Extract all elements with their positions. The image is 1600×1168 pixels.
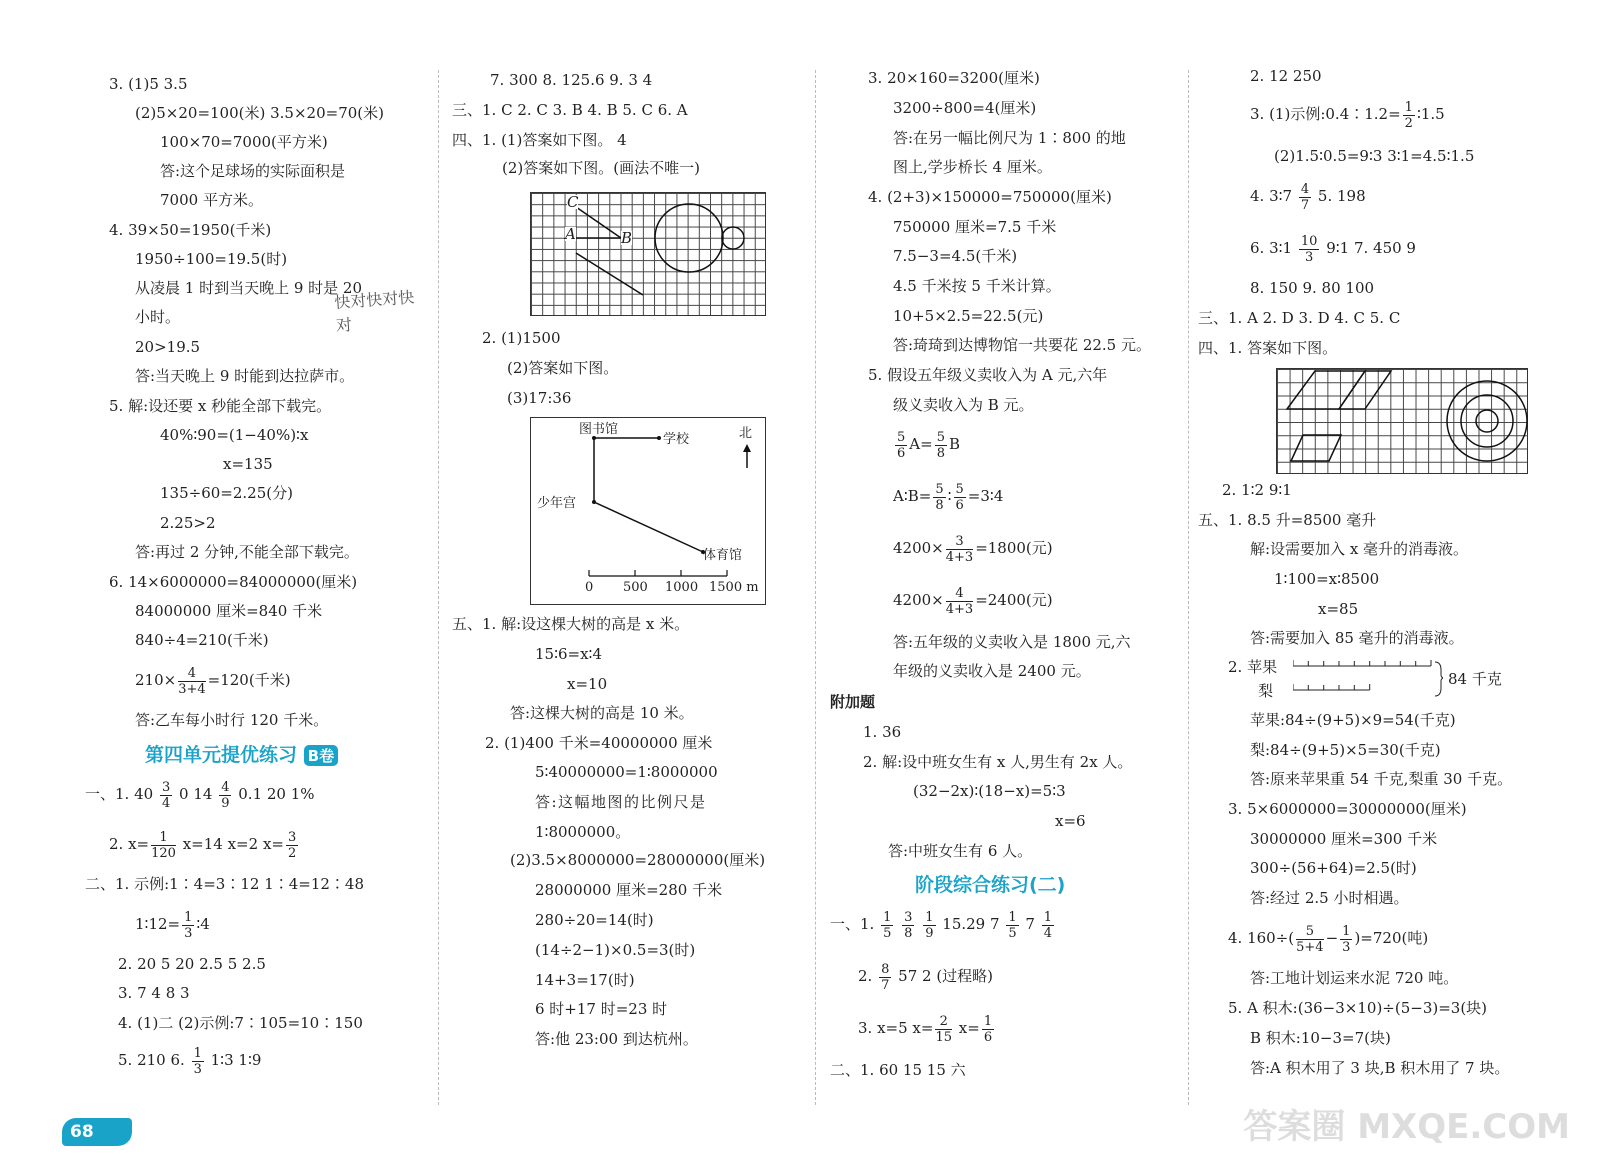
denominator: 9 xyxy=(925,925,934,941)
answer-line: (2)3.5×8000000=28000000(厘米) xyxy=(510,851,766,869)
answer-line: 14+3=17(时) xyxy=(535,971,635,989)
extra-question-heading: 附加题 xyxy=(830,693,876,711)
answer-line: 3. (1)5 3.5 xyxy=(109,75,188,93)
answer-line: (14÷2−1)×0.5=3(时) xyxy=(535,941,696,959)
denominator: 2 xyxy=(287,845,297,861)
numerator: 5 xyxy=(897,429,906,445)
text: 0 14 xyxy=(179,785,213,803)
answer-line xyxy=(1250,176,1366,216)
numerator: 1 xyxy=(925,909,934,925)
scale-tick-label: 1000 xyxy=(665,580,699,595)
answer-line: 7.5−3=4.5(千米) xyxy=(893,247,1018,265)
denominator: 3 xyxy=(1304,249,1314,265)
answer-line: 从凌晨 1 时到当天晚上 9 时是 20 xyxy=(135,279,363,297)
answer-line: 1. 36 xyxy=(863,723,902,741)
answer-line: 40%∶90=(1−40%)∶x xyxy=(160,426,309,444)
numerator: 1 xyxy=(1404,99,1413,115)
text: B xyxy=(948,435,960,453)
numerator: 1 xyxy=(1342,923,1351,939)
denominator: 6 xyxy=(983,1029,993,1045)
denominator: 8 xyxy=(904,925,913,941)
fraction xyxy=(946,586,973,617)
fraction xyxy=(1340,924,1352,955)
answer-line: 答:原来苹果重 54 千克,梨重 30 千克。 xyxy=(1250,770,1513,788)
text: ∶ xyxy=(947,487,952,505)
answer-line: 答:五年级的义卖收入是 1800 元,六 xyxy=(893,633,1131,651)
fraction xyxy=(933,482,945,513)
numerator: 5 xyxy=(935,481,944,497)
denominator: 6 xyxy=(955,497,964,513)
scale-tick-label: 1500 m xyxy=(709,580,759,595)
denominator: 15 xyxy=(935,1029,952,1045)
denominator: 5+4 xyxy=(1296,939,1324,955)
answer-line: 300÷(56+64)=2.5(时) xyxy=(1250,859,1417,877)
answer-line: 答:再过 2 分钟,不能全部下载完。 xyxy=(135,543,359,561)
answer-line: (2)答案如下图。(画法不唯一) xyxy=(502,159,700,177)
fraction xyxy=(902,910,914,941)
text: 2. xyxy=(858,967,873,985)
answer-line: 答:A 积木用了 3 块,B 积木用了 7 块。 xyxy=(1250,1059,1510,1077)
answer-line: (2)答案如下图。 xyxy=(507,359,619,377)
answer-line xyxy=(109,824,300,864)
numerator: 1 xyxy=(1043,909,1052,925)
answer-line: 2. 12 250 xyxy=(1250,67,1322,85)
text: 1∶3 1∶9 xyxy=(210,1051,262,1069)
denominator: 2 xyxy=(1404,115,1413,131)
denominator: 8 xyxy=(936,445,945,461)
answer-line: 答:工地计划运来水泥 720 吨。 xyxy=(1250,969,1459,987)
section-title: 阶段综合练习(二) xyxy=(915,874,1066,896)
answer-line: 4. (1)二 (2)示例:7∶105=10∶150 xyxy=(118,1014,363,1032)
answer-line xyxy=(830,904,1056,944)
answer-line: 30000000 厘米=300 千米 xyxy=(1250,830,1438,848)
numerator: 4 xyxy=(1300,181,1310,197)
text: 4. 3∶7 xyxy=(1250,187,1293,205)
answer-line: 苹果:84÷(9+5)×9=54(千克) xyxy=(1250,711,1456,729)
answer-line: B 积木:10−3=7(块) xyxy=(1250,1029,1391,1047)
numerator: 1 xyxy=(1008,909,1017,925)
answer-line: (2)1.5∶0.5=9∶3 3∶1=4.5∶1.5 xyxy=(1274,147,1475,165)
answer-line: 3200÷800=4(厘米) xyxy=(893,99,1037,117)
answer-line: 答:这个足球场的实际面积是 xyxy=(160,162,346,180)
answer-line: 8. 150 9. 80 100 xyxy=(1250,279,1375,297)
fraction xyxy=(946,534,973,565)
answer-line: 100×70=7000(平方米) xyxy=(160,133,328,151)
text: =2400(元) xyxy=(975,591,1053,609)
watermark: 答案圈 MXQE.COM xyxy=(1243,1107,1570,1147)
numerator: 4 xyxy=(221,779,230,795)
denominator: 7 xyxy=(1300,197,1310,213)
figure-drawing xyxy=(531,193,767,317)
numerator: 3 xyxy=(904,909,913,925)
answer-line: 750000 厘米=7.5 千米 xyxy=(893,218,1057,236)
fraction xyxy=(1296,924,1323,955)
answer-line xyxy=(85,774,315,814)
answer-line: 三、1. A 2. D 3. D 4. C 5. C xyxy=(1198,309,1401,327)
column-1 xyxy=(85,62,425,1102)
text: =3∶4 xyxy=(967,487,1004,505)
text: 15.29 7 xyxy=(942,915,1000,933)
answer-line xyxy=(1250,228,1416,268)
fraction xyxy=(178,666,205,697)
numerator: 3 xyxy=(946,534,973,550)
denominator: 3 xyxy=(193,1061,202,1077)
answer-line: 135÷60=2.25(分) xyxy=(160,484,293,502)
answer-line: 答:在另一幅比例尺为 1∶800 的地 xyxy=(893,129,1126,147)
answer-line: (2)5×20=100(米) 3.5×20=70(米) xyxy=(135,104,384,122)
answer-line: 2. (1)1500 xyxy=(482,329,561,347)
scale-tick-label: 500 xyxy=(623,580,648,595)
answer-line: 答:这幅地图的比例尺是 xyxy=(535,793,707,811)
text: 3. x=5 x= xyxy=(858,1019,934,1037)
numerator: 1 xyxy=(193,1045,202,1061)
text: )=720(吨) xyxy=(1354,929,1429,947)
numerator: 1 xyxy=(883,909,892,925)
answer-line xyxy=(893,528,1053,568)
answer-line: 2. 20 5 20 2.5 5 2.5 xyxy=(118,955,266,973)
text: x= xyxy=(958,1019,980,1037)
answer-line: 小时。 xyxy=(135,308,181,326)
fraction xyxy=(954,482,966,513)
fraction xyxy=(286,830,298,861)
text: ∶1.5 xyxy=(1416,105,1445,123)
answer-line: 1∶100=x∶8500 xyxy=(1274,570,1380,588)
answer-line: 五、1. 8.5 升=8500 毫升 xyxy=(1198,511,1377,529)
answer-line: 级义卖收入为 B 元。 xyxy=(893,396,1034,414)
answer-line: 2. 1∶2 9∶1 xyxy=(1222,481,1292,499)
answer-line: 答:中班女生有 6 人。 xyxy=(888,842,1033,860)
answer-line: x=135 xyxy=(223,455,273,473)
text: 2. x= xyxy=(109,835,150,853)
answer-line xyxy=(118,1040,261,1080)
fraction xyxy=(1042,910,1054,941)
fraction xyxy=(151,830,176,861)
answer-line: 280÷20=14(时) xyxy=(535,911,654,929)
fraction xyxy=(982,1014,994,1045)
answer-line: 84000000 厘米=840 千米 xyxy=(135,602,323,620)
answer-line: (3)17:36 xyxy=(507,389,572,407)
text: 0.1 20 1% xyxy=(238,785,315,803)
answer-line: (32−2x)∶(18−x)=5∶3 xyxy=(913,782,1066,800)
answer-line: 6. 14×6000000=84000000(厘米) xyxy=(109,573,358,591)
text: 4. 160÷( xyxy=(1228,929,1295,947)
answer-line xyxy=(135,904,210,944)
answer-line: 840÷4=210(千米) xyxy=(135,631,269,649)
fraction xyxy=(160,780,172,811)
answer-line: 3. 7 4 8 3 xyxy=(118,984,190,1002)
text: x=14 x=2 x= xyxy=(182,835,284,853)
denominator: 4+3 xyxy=(945,549,974,565)
answer-line xyxy=(858,956,993,996)
answer-line: 2.25>2 xyxy=(160,514,216,532)
numerator: 5 xyxy=(936,429,945,445)
answer-line: 5. 解:设还要 x 秒能全部下载完。 xyxy=(109,397,332,415)
text: 4200× xyxy=(893,591,944,609)
numerator: 3 xyxy=(161,779,171,795)
denominator: 9 xyxy=(221,795,230,811)
text: =1800(元) xyxy=(975,539,1053,557)
numerator: 1 xyxy=(184,909,193,925)
text: 6. 3∶1 xyxy=(1250,239,1293,257)
text: 1∶12= xyxy=(135,915,181,933)
diagram-label-apple: 2. 苹果 xyxy=(1228,658,1278,676)
denominator: 5 xyxy=(883,925,892,941)
numerator: 2 xyxy=(935,1014,952,1030)
answer-line: 四、1. 答案如下图。 xyxy=(1198,339,1338,357)
fraction xyxy=(1299,182,1311,213)
answer-line: 答:当天晚上 9 时能到达拉萨市。 xyxy=(135,367,355,385)
grid-figure-2 xyxy=(1276,368,1528,474)
column-4 xyxy=(1198,62,1558,1102)
answer-line: 28000000 厘米=280 千米 xyxy=(535,881,723,899)
answer-line: 3. 20×160=3200(厘米) xyxy=(868,69,1040,87)
denominator: 3 xyxy=(1342,939,1351,955)
answer-line: 5∶40000000=1∶8000000 xyxy=(535,763,718,781)
fraction xyxy=(895,430,907,461)
denominator: 3 xyxy=(184,925,193,941)
fraction xyxy=(935,430,947,461)
answer-line: 10+5×2.5=22.5(元) xyxy=(893,307,1044,325)
text: A= xyxy=(909,435,933,453)
text: 57 2 (过程略) xyxy=(898,967,994,985)
fraction xyxy=(1299,234,1320,265)
answer-line: 梨:84÷(9+5)×5=30(千克) xyxy=(1250,741,1441,759)
numerator: 4 xyxy=(178,666,205,682)
column-3 xyxy=(830,62,1175,1102)
figure-drawing xyxy=(1277,369,1529,475)
text: 210× xyxy=(135,671,177,689)
answer-line: 答:这棵大树的高是 10 米。 xyxy=(510,704,694,722)
numerator: 5 xyxy=(1296,924,1323,940)
denominator: 4 xyxy=(161,795,171,811)
text: =120(千米) xyxy=(207,671,291,689)
text: 5. 210 6. xyxy=(118,1051,185,1069)
fraction xyxy=(881,910,893,941)
answer-line: 答:他 23:00 到达杭州。 xyxy=(535,1030,698,1048)
text: 9∶1 7. 450 9 xyxy=(1326,239,1416,257)
answer-line xyxy=(893,476,1003,516)
answer-line xyxy=(1250,94,1445,134)
answer-line: 4. 39×50=1950(千米) xyxy=(109,221,272,239)
answer-line: 二、1. 60 15 15 六 xyxy=(830,1061,966,1079)
column-divider xyxy=(1188,70,1189,1105)
map-label-school: 学校 xyxy=(663,432,690,447)
answer-line: 答:需要加入 85 毫升的消毒液。 xyxy=(1250,629,1464,647)
answer-line xyxy=(135,660,291,700)
handwriting-mark: 快对快对快对 xyxy=(333,287,415,336)
denominator: 4 xyxy=(1043,925,1052,941)
answer-line xyxy=(1228,918,1428,958)
segment-diagram xyxy=(1293,658,1443,704)
text: 5. 198 xyxy=(1317,187,1366,205)
denominator: 4+3 xyxy=(945,601,974,617)
answer-line xyxy=(893,580,1053,620)
scale-tick-label: 0 xyxy=(585,580,594,595)
fraction xyxy=(879,962,891,993)
fraction xyxy=(192,1046,204,1077)
fraction xyxy=(1006,910,1018,941)
point-label-c: C xyxy=(567,193,579,211)
answer-line: 四、1. (1)答案如下图。 4 xyxy=(452,131,627,149)
text: 7 xyxy=(1025,915,1035,933)
answer-line: 3. 5×6000000=30000000(厘米) xyxy=(1228,800,1467,818)
answer-line: 二、1. 示例:1∶4=3∶12 1∶4=12∶48 xyxy=(85,875,365,893)
fraction xyxy=(935,1014,952,1045)
answer-line: 三、1. C 2. C 3. B 4. B 5. C 6. A xyxy=(452,101,688,119)
answer-line: x=10 xyxy=(567,675,608,693)
answer-line: 五、1. 解:设这棵大树的高是 x 米。 xyxy=(452,615,690,633)
map-figure xyxy=(530,417,766,605)
map-label-gym: 体育馆 xyxy=(703,548,743,563)
section-title-text: 第四单元提优练习 xyxy=(145,744,298,766)
answer-line: 图上,学步桥长 4 厘米。 xyxy=(893,158,1052,176)
column-divider xyxy=(815,70,816,1105)
text: 一、1. xyxy=(830,915,875,933)
answer-line: 4.5 千米按 5 千米计算。 xyxy=(893,277,1061,295)
diagram-label-pear: 梨 xyxy=(1258,682,1274,700)
denominator: 6 xyxy=(897,445,906,461)
map-label-library: 图书馆 xyxy=(579,422,619,437)
answer-line: 答:经过 2.5 小时相遇。 xyxy=(1250,889,1409,907)
denominator: 5 xyxy=(1008,925,1017,941)
answer-line: 1950÷100=19.5(时) xyxy=(135,250,288,268)
answer-line: 2. (1)400 千米=40000000 厘米 xyxy=(485,734,713,752)
page-number: 68 xyxy=(62,1118,132,1146)
numerator: 10 xyxy=(1300,233,1318,249)
answer-line xyxy=(893,424,960,464)
numerator: 1 xyxy=(151,830,176,846)
answer-line: 20>19.5 xyxy=(135,338,201,356)
fraction xyxy=(1403,100,1415,131)
denominator: 7 xyxy=(881,977,890,993)
column-2 xyxy=(452,62,797,1102)
answer-line: 7. 300 8. 125.6 9. 3 4 xyxy=(490,71,653,89)
text: A∶B= xyxy=(893,487,932,505)
answer-line: 答:乙车每小时行 120 千米。 xyxy=(135,711,329,729)
section-badge: B卷 xyxy=(304,745,338,766)
map-label-north: 北 xyxy=(739,426,753,441)
answer-line: 6 时+17 时=23 时 xyxy=(535,1000,668,1018)
text: 3. (1)示例:0.4∶1.2= xyxy=(1250,105,1401,123)
fraction xyxy=(219,780,231,811)
grid-figure-1 xyxy=(530,192,766,316)
map-label-youth-palace: 少年宫 xyxy=(537,496,577,511)
answer-line: x=85 xyxy=(1318,600,1359,618)
numerator: 8 xyxy=(881,961,890,977)
answer-line: x=6 xyxy=(1055,812,1086,830)
numerator: 3 xyxy=(287,829,297,845)
point-label-b: B xyxy=(621,229,633,247)
numerator: 4 xyxy=(946,586,973,602)
fraction xyxy=(182,910,194,941)
answer-line: 4. (2+3)×150000=750000(厘米) xyxy=(868,188,1112,206)
numerator: 5 xyxy=(955,481,964,497)
column-divider xyxy=(438,70,439,1105)
numerator: 1 xyxy=(983,1013,993,1029)
section-title xyxy=(145,740,338,767)
answer-line: 2. 解:设中班女生有 x 人,男生有 2x 人。 xyxy=(863,753,1133,771)
answer-line: 答:琦琦到达博物馆一共要花 22.5 元。 xyxy=(893,336,1151,354)
answer-line: 5. A 积木:(36−3×10)÷(5−3)=3(块) xyxy=(1228,999,1488,1017)
text: ∶4 xyxy=(196,915,210,933)
denominator: 8 xyxy=(935,497,944,513)
text: 一、1. 40 xyxy=(85,785,154,803)
answer-line: 15∶6=x∶4 xyxy=(535,645,603,663)
text: − xyxy=(1325,929,1339,947)
answer-line xyxy=(858,1008,996,1048)
denominator: 3+4 xyxy=(178,681,206,697)
answer-line: 年级的义卖收入是 2400 元。 xyxy=(893,662,1091,680)
answer-line: 7000 平方米。 xyxy=(160,191,263,209)
answer-line: 1∶8000000。 xyxy=(535,823,631,841)
answer-line: 解:设需要加入 x 毫升的消毒液。 xyxy=(1250,540,1469,558)
diagram-total-label: 84 千克 xyxy=(1448,670,1502,688)
text: 4200× xyxy=(893,539,944,557)
fraction xyxy=(923,910,935,941)
point-label-a: A xyxy=(565,225,576,243)
denominator: 120 xyxy=(151,845,176,861)
answer-line: 5. 假设五年级义卖收入为 A 元,六年 xyxy=(868,366,1108,384)
